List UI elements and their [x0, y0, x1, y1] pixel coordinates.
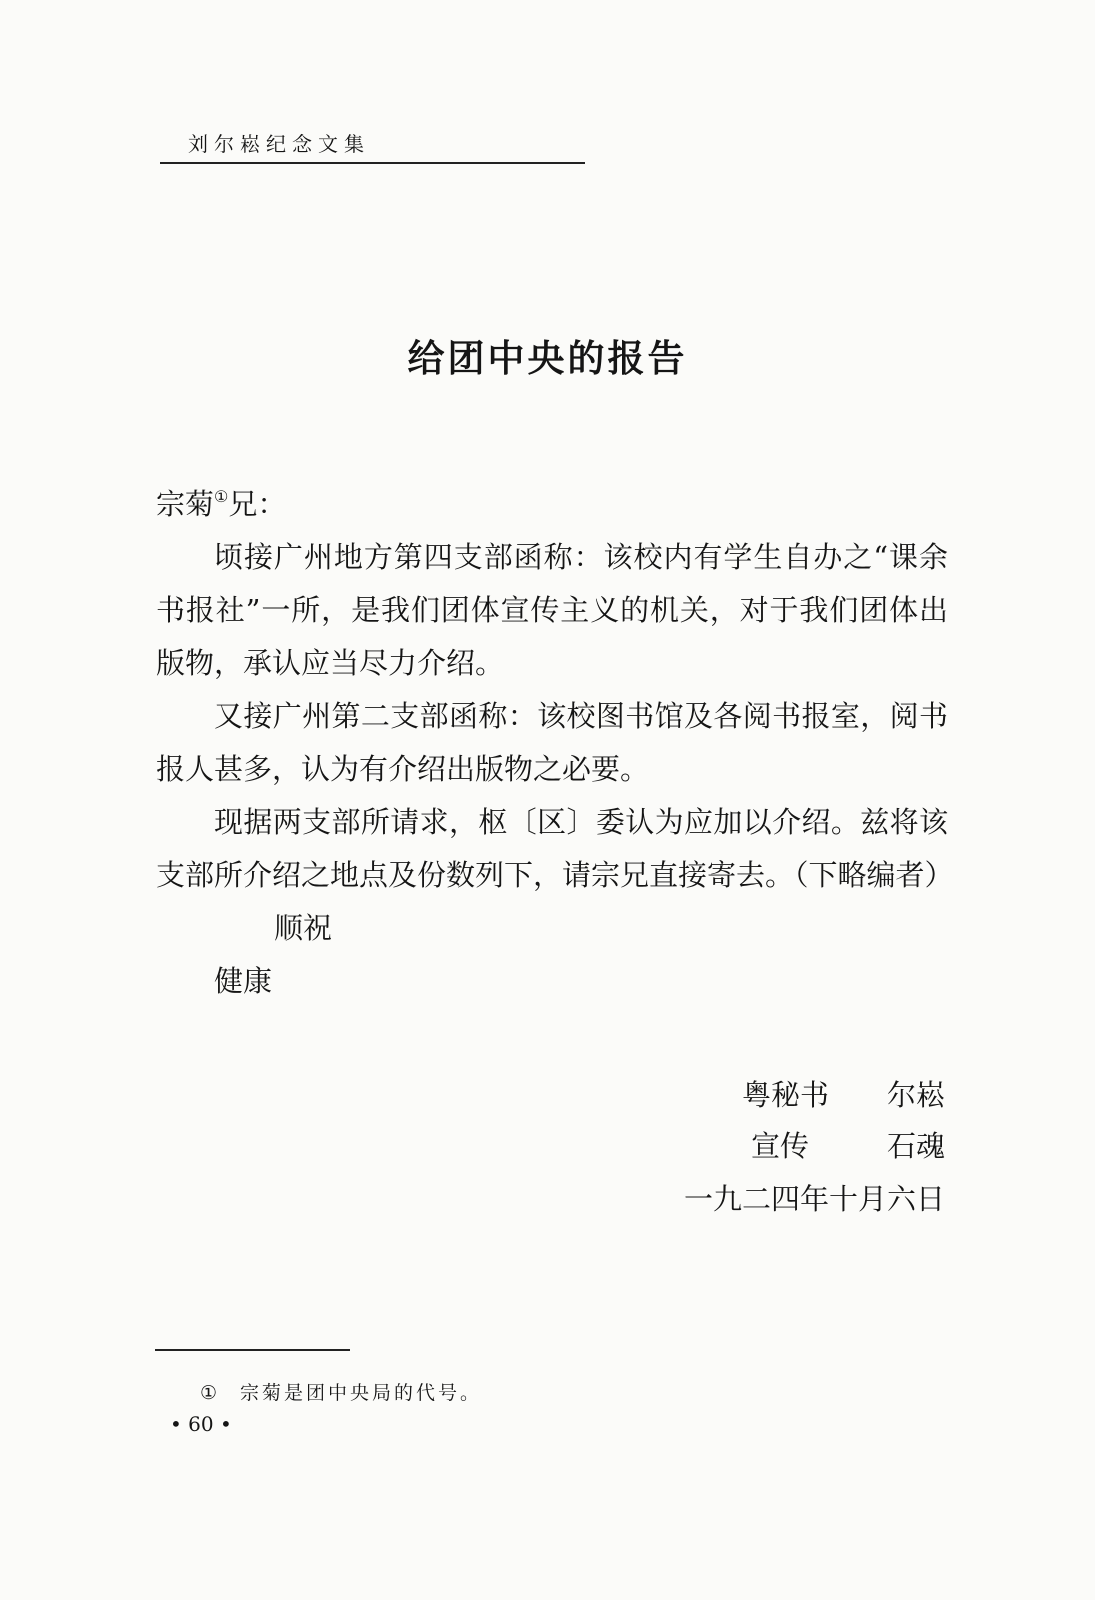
letter-body — [156, 478, 954, 1008]
closing-wish: 健康 — [214, 964, 273, 998]
page-number: • 60 • — [170, 1412, 232, 1436]
salutation-suffix: 兄： — [228, 487, 287, 521]
closing-greeting: 顺祝 — [274, 911, 333, 945]
paragraph-1: 顷接广州地方第四支部函称：该校内有学生自办之“课余书报社”一所，是我们团体宣传主义的机关，对于我们团体出版物，承认应当尽力介绍。 — [156, 540, 948, 680]
paragraph-3: 现据两支部所请求，枢〔区〕委认为应加以介绍。兹将该支部所介绍之地点及份数列下，请宗兄直接寄去。（下略编者） — [156, 805, 954, 892]
signature-date: 一九二四年十月六日 — [683, 1182, 945, 1216]
document-title: 给团中央的报告 — [407, 337, 688, 380]
salutation — [156, 478, 948, 531]
footnote-rule — [155, 1349, 350, 1351]
footnote-mark: ① — [200, 1382, 221, 1404]
salutation-name: 宗菊 — [156, 487, 215, 521]
signature-line-1 — [742, 1073, 945, 1114]
footnote-reference[interactable]: ① — [214, 487, 229, 506]
header-rule — [160, 162, 585, 164]
signature-name-propaganda: 石魂 — [886, 1129, 945, 1163]
signature-name-secretary: 尔崧 — [886, 1078, 945, 1112]
signature-role-propaganda: 宣传 — [750, 1129, 809, 1163]
paragraph-2: 又接广州第二支部函称：该校图书馆及各阅书报室，阅书报人甚多，认为有介绍出版物之必要。 — [156, 699, 948, 786]
signature-line-2 — [751, 1124, 945, 1165]
footnote-text: 宗菊是团中央局的代号。 — [240, 1382, 483, 1404]
footnote — [200, 1378, 482, 1405]
signature-role-secretary: 粤秘书 — [741, 1078, 829, 1112]
running-head: 刘尔崧纪念文集 — [188, 132, 370, 156]
